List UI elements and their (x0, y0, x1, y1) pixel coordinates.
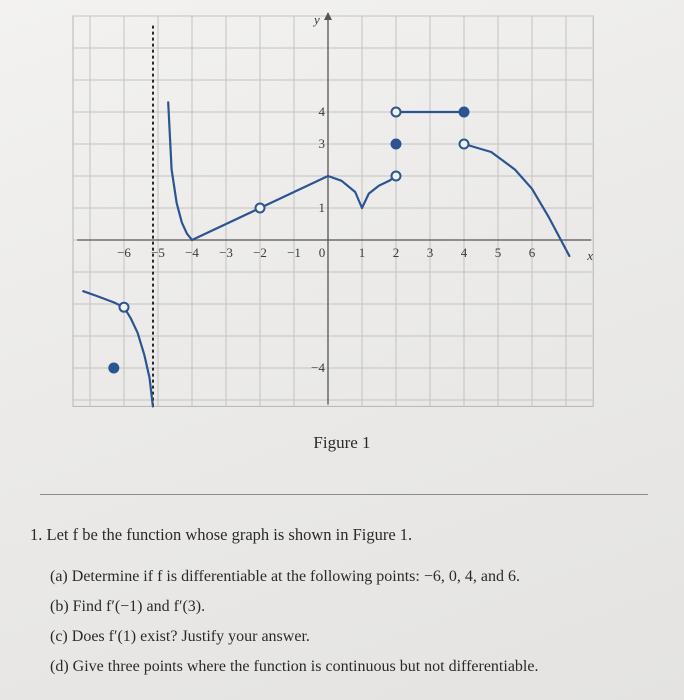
question-number: 1. (30, 525, 43, 544)
x-tick-label: 0 (318, 245, 326, 260)
x-tick-label: 6 (528, 245, 536, 260)
figure-caption: Figure 1 (313, 433, 371, 452)
x-axis-label: x (587, 248, 593, 263)
graph-curve-segment (464, 144, 569, 256)
question-part-c (50, 628, 310, 646)
y-tick-label: 4 (318, 104, 325, 119)
x-tick-label: −2 (253, 245, 267, 260)
y-axis-label: y (314, 12, 320, 27)
part-label: (c) (50, 628, 68, 645)
part-label: (b) (50, 598, 69, 615)
grid-border (73, 16, 593, 406)
graph-curve-segment (168, 102, 192, 240)
part-label: (d) (50, 658, 69, 675)
part-label: (a) (50, 568, 68, 585)
question-part-d (50, 658, 538, 676)
divider-rule (40, 494, 648, 495)
graph-curve-segment (362, 176, 396, 208)
x-tick-label: 3 (426, 245, 434, 260)
closed-point-marker (392, 140, 401, 149)
y-tick-label: −4 (311, 360, 325, 375)
open-point-marker (120, 303, 129, 312)
closed-point-marker (109, 364, 118, 373)
y-tick-label: 1 (318, 200, 325, 215)
question-stem-text: Let f be the function whose graph is shown in Figure 1. (46, 525, 413, 544)
graph-curve-segment (328, 176, 362, 208)
x-tick-label: −6 (117, 245, 131, 260)
x-tick-label: 5 (494, 245, 502, 260)
y-tick-label: 3 (318, 136, 325, 151)
part-text: Does f′(1) exist? Justify your answer. (71, 628, 310, 645)
part-text: Give three points where the function is continuous but not differentiable. (72, 658, 539, 675)
graph-curve-segment (83, 291, 124, 307)
x-tick-label: −3 (219, 245, 233, 260)
question-part-b (50, 598, 205, 616)
open-point-marker (392, 172, 401, 181)
open-point-marker (392, 108, 401, 117)
x-tick-label: 4 (460, 245, 468, 260)
part-text: Find f′(−1) and f′(3). (72, 598, 206, 615)
x-tick-label: 2 (392, 245, 400, 260)
part-text: Determine if f is differentiable at the following points: −6, 0, 4, and 6. (71, 568, 520, 585)
open-point-marker (460, 140, 469, 149)
graph-curve-segment (124, 307, 153, 406)
x-tick-label: 1 (358, 245, 366, 260)
question-stem (30, 525, 412, 545)
closed-point-marker (460, 108, 469, 117)
x-tick-label: −4 (185, 245, 199, 260)
question-part-a (50, 568, 520, 586)
x-tick-label: −5 (151, 245, 165, 260)
x-tick-label: −1 (287, 245, 301, 260)
open-point-marker (256, 204, 265, 213)
